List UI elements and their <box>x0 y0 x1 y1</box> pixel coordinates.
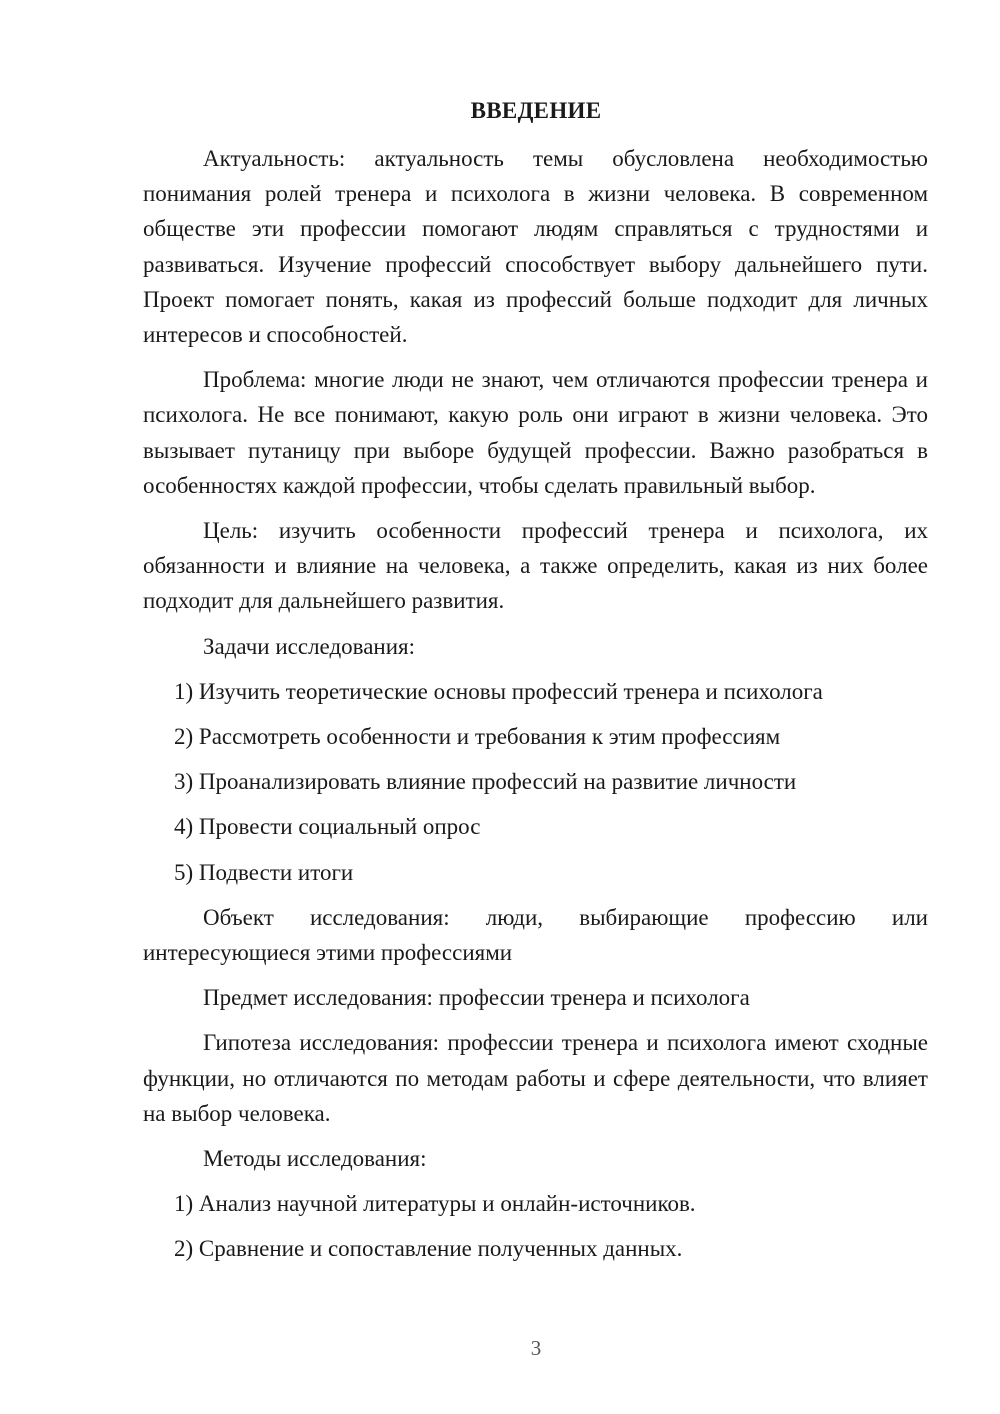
document-body <box>143 141 928 1277</box>
tasks-heading: Задачи исследования: <box>203 633 416 659</box>
task-item-3: 3) Проанализировать влияние профессий на развитие личности <box>174 769 797 795</box>
page-title: ВВЕДЕНИЕ <box>470 98 602 123</box>
method-item-1: 1) Анализ научной литературы и онлайн-источников. <box>174 1191 696 1217</box>
page-number: 3 <box>530 1336 542 1360</box>
methods-list <box>143 1186 928 1266</box>
task-item-2: 2) Рассмотреть особенности и требования к этим профессиям <box>174 724 781 750</box>
goal-paragraph: Цель: изучить особенности профессий тренера и психолога, их обязанности и влияние на человека, а также определить, какая из них более подходит для дальнейшего развития. <box>143 518 928 614</box>
relevance-paragraph: Актуальность: актуальность темы обусловлена необходимостью понимания ролей тренера и психолога в жизни человека. В современном обществе эти профессии помогают людям справляться с трудностями и развиваться. Изучение профессий способствует выбору дальнейшего пути. Проект помогает понять, какая из профессий больше подходит для личных интересов и способностей. <box>143 146 928 348</box>
task-item-1: 1) Изучить теоретические основы профессий тренера и психолога <box>174 678 823 704</box>
tasks-list <box>143 674 928 890</box>
object-paragraph: Объект исследования: люди, выбирающие профессию или интересующиеся этими профессиями <box>143 904 928 966</box>
hypothesis-paragraph: Гипотеза исследования: профессии тренера и психолога имеют сходные функции, но отличаются по методам работы и сфере деятельности, что влияет на выбор человека. <box>143 1030 928 1126</box>
method-item-2: 2) Сравнение и сопоставление полученных данных. <box>174 1236 683 1262</box>
methods-heading: Методы исследования: <box>203 1146 427 1172</box>
subject-paragraph: Предмет исследования: профессии тренера и психолога <box>203 985 750 1011</box>
task-item-5: 5) Подвести итоги <box>174 859 354 885</box>
problem-paragraph: Проблема: многие люди не знают, чем отличаются профессии тренера и психолога. Не все понимают, какую роль они играют в жизни человека. Это вызывает путаницу при выборе будущей профессии. Важно разобраться в особенностях каждой профессии, чтобы сделать правильный выбор. <box>143 367 928 498</box>
task-item-4: 4) Провести социальный опрос <box>174 814 481 840</box>
